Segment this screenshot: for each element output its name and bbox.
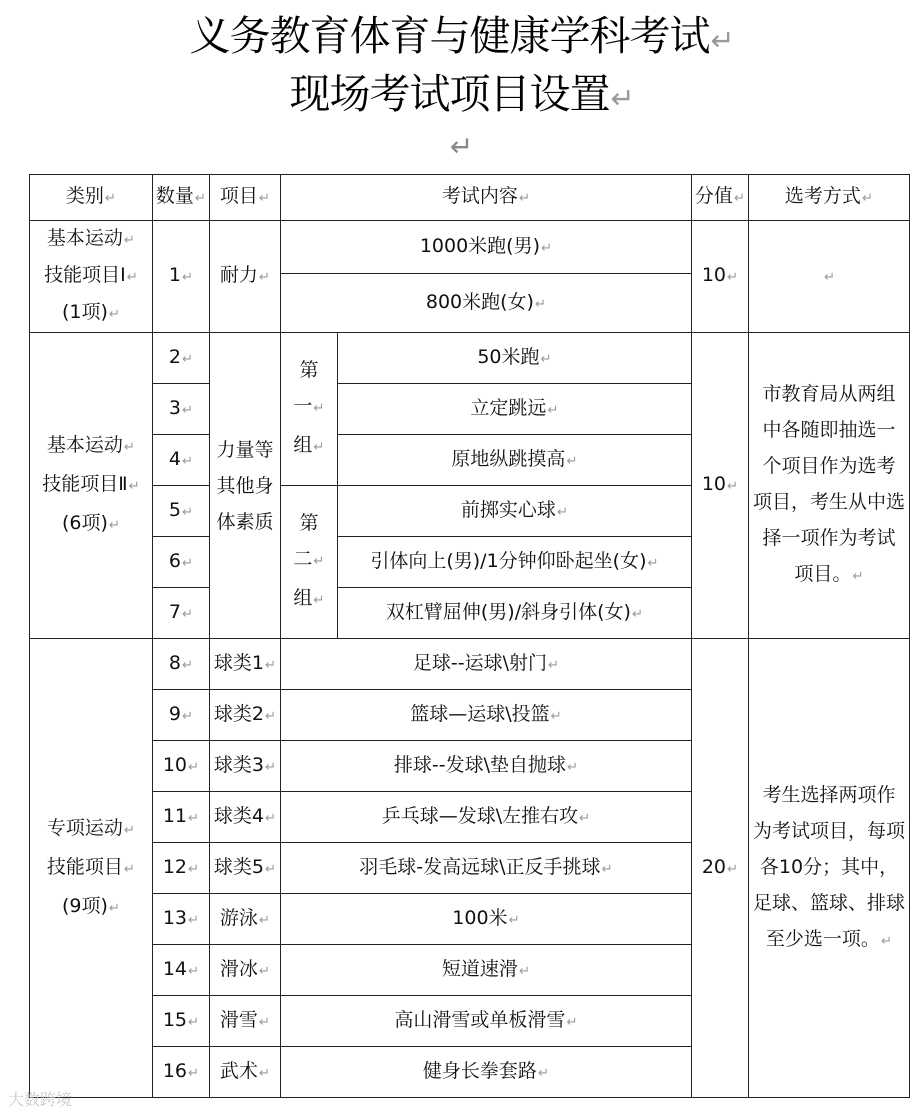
item-cell: 球类5↵ (210, 843, 281, 894)
item-cell: 游泳↵ (210, 894, 281, 945)
content-cell: 篮球—运球\投篮↵ (281, 690, 692, 741)
item-cell: 力量等 其他身 体素质 (210, 333, 281, 639)
content-cell: 50米跑↵ (338, 333, 692, 384)
method-cell: 市教育局从两组 中各随即抽选一 个项目作为选考 项目，考生从中选 择一项作为考试 项目。↵ (749, 333, 910, 639)
item-cell: 球类3↵ (210, 741, 281, 792)
content-cell: 引体向上(男)/1分钟仰卧起坐(女)↵ (338, 537, 692, 588)
quantity-cell: 4↵ (153, 435, 210, 486)
header-method: 选考方式↵ (749, 175, 910, 221)
quantity-cell: 8↵ (153, 639, 210, 690)
item-cell: 球类1↵ (210, 639, 281, 690)
content-cell: 乒乓球—发球\左推右攻↵ (281, 792, 692, 843)
content-cell: 1000米跑(男)↵ (281, 221, 692, 274)
quantity-cell: 12↵ (153, 843, 210, 894)
header-quantity: 数量↵ (153, 175, 210, 221)
quantity-cell: 5↵ (153, 486, 210, 537)
item-cell: 滑冰↵ (210, 945, 281, 996)
header-content: 考试内容↵ (281, 175, 692, 221)
document-title-line1: 义务教育体育与健康学科考试↵ (189, 12, 734, 60)
content-cell: 羽毛球-发高远球\正反手挑球↵ (281, 843, 692, 894)
watermark: 大数跨境 (8, 1090, 73, 1109)
quantity-cell: 1↵ (153, 221, 210, 333)
header-score: 分值↵ (692, 175, 749, 221)
header-item: 项目↵ (210, 175, 281, 221)
quantity-cell: 3↵ (153, 384, 210, 435)
content-cell: 立定跳远↵ (338, 384, 692, 435)
quantity-cell: 14↵ (153, 945, 210, 996)
item-cell: 球类2↵ (210, 690, 281, 741)
content-cell: 健身长拳套路↵ (281, 1047, 692, 1098)
quantity-cell: 7↵ (153, 588, 210, 639)
quantity-cell: 16↵ (153, 1047, 210, 1098)
quantity-cell: 6↵ (153, 537, 210, 588)
quantity-cell: 13↵ (153, 894, 210, 945)
score-cell: 10↵ (692, 221, 749, 333)
quantity-cell: 2↵ (153, 333, 210, 384)
header-category: 类别↵ (30, 175, 153, 221)
method-cell: 考生选择两项作 为考试项目，每项 各10分；其中， 足球、篮球、排球 至少选一项。↵ (749, 639, 910, 1098)
method-cell: ↵ (749, 221, 910, 333)
exam-table (29, 174, 910, 1098)
content-cell: 100米↵ (281, 894, 692, 945)
group-label-1: 第 一↵ 组↵ (281, 333, 338, 486)
content-cell: 足球--运球\射门↵ (281, 639, 692, 690)
paragraph-mark: ↵ (449, 130, 474, 163)
score-cell: 10↵ (692, 333, 749, 639)
quantity-cell: 10↵ (153, 741, 210, 792)
group-label-2: 第 二↵ 组↵ (281, 486, 338, 639)
score-cell: 20↵ (692, 639, 749, 1098)
item-cell: 耐力↵ (210, 221, 281, 333)
content-cell: 原地纵跳摸高↵ (338, 435, 692, 486)
item-cell: 球类4↵ (210, 792, 281, 843)
content-cell: 排球--发球\垫自抛球↵ (281, 741, 692, 792)
category-special: 专项运动↵ 技能项目↵ (9项)↵ (30, 639, 153, 1098)
content-cell: 双杠臂屈伸(男)/斜身引体(女)↵ (338, 588, 692, 639)
quantity-cell: 15↵ (153, 996, 210, 1047)
content-cell: 前掷实心球↵ (338, 486, 692, 537)
item-cell: 武术↵ (210, 1047, 281, 1098)
document-title-line2: 现场考试项目设置↵ (289, 70, 634, 118)
content-cell: 高山滑雪或单板滑雪↵ (281, 996, 692, 1047)
category-basic-2: 基本运动↵ 技能项目Ⅱ↵ (6项)↵ (30, 333, 153, 639)
quantity-cell: 11↵ (153, 792, 210, 843)
category-basic-1: 基本运动↵ 技能项目Ⅰ↵ (1项)↵ (30, 221, 153, 333)
content-cell: 800米跑(女)↵ (281, 274, 692, 333)
quantity-cell: 9↵ (153, 690, 210, 741)
content-cell: 短道速滑↵ (281, 945, 692, 996)
table-header-row (30, 175, 910, 221)
item-cell: 滑雪↵ (210, 996, 281, 1047)
